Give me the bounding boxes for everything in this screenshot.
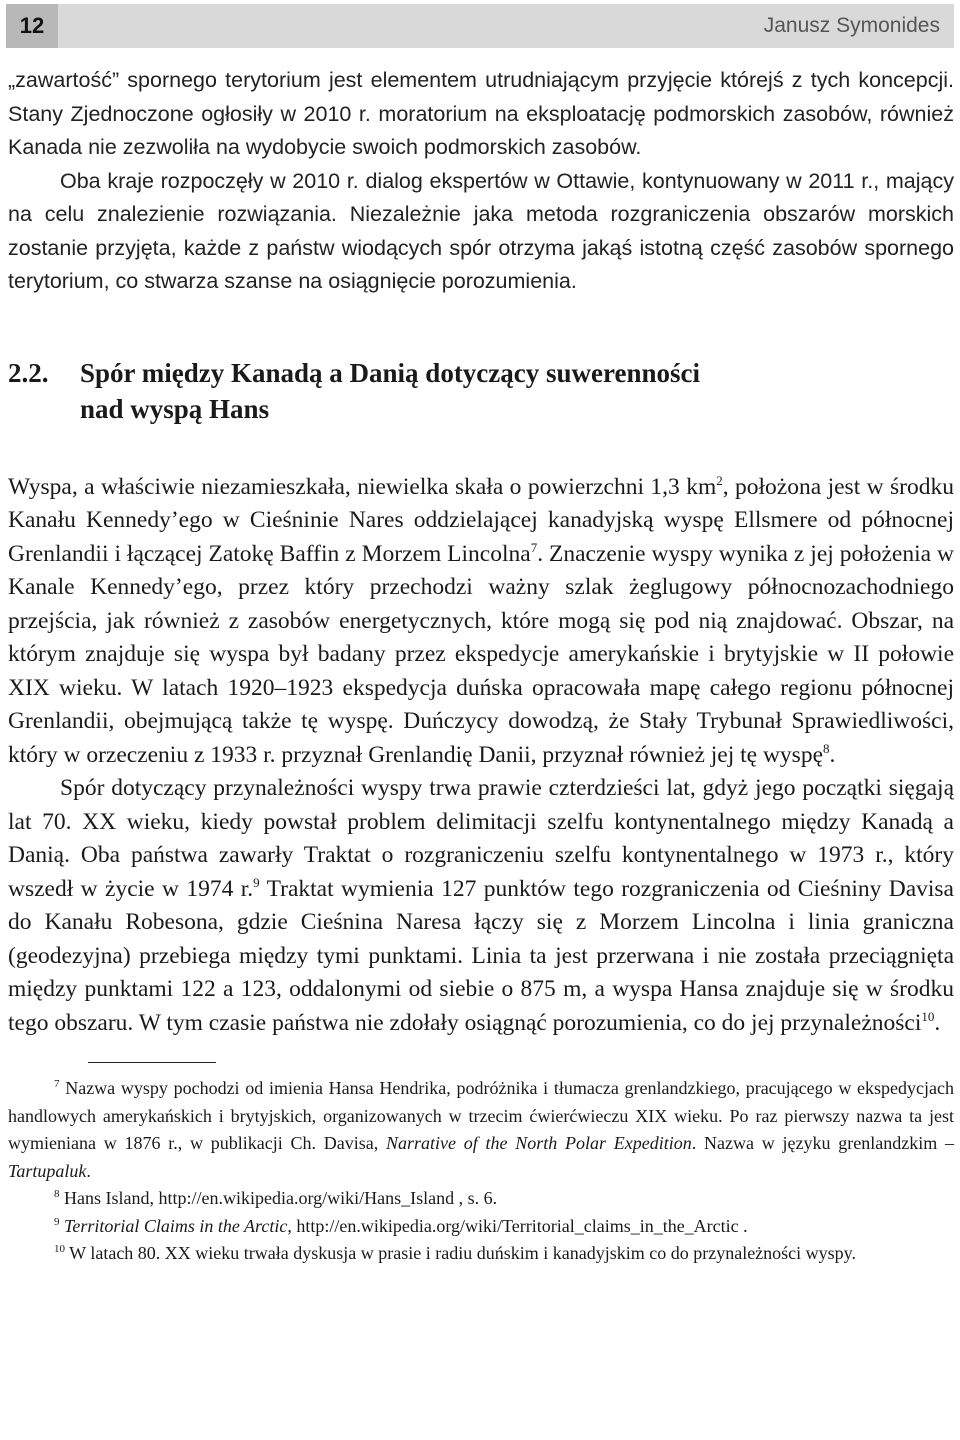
running-header-author: Janusz Symonides [763,14,940,37]
text-run: . [934,1009,941,1036]
footnote-7 [8,1075,954,1185]
body-paragraph-2 [8,772,954,1040]
footnote-8 [8,1185,954,1213]
footnote-ref-10: 10 [921,1008,935,1024]
page-content [8,64,954,1268]
text-run: Hans Island, http://en.wikipedia.org/wiki/Hans_Island , s. 6. [59,1188,498,1208]
section-title [80,355,700,427]
italic-term: Tartupaluk [8,1160,87,1181]
text-run: Nazwa wyspy pochodzi od imienia Hansa Hendrika, podróżnika i tłumacza grenlandzkiego, pracującego w ekspedycjach handlowych amerykańskich i brytyjskich, organizowanych w trzecim ćwierćwieczu XIX wieku. Po raz pierwszy nazwa ta jest wymieniana w 1876 r., w publikacji Ch. Davisa, [8,1078,954,1153]
section-title-line-1: Spór między Kanadą a Danią dotyczący suwerenności [80,357,701,388]
intro-paragraph-1: „zawartość” spornego terytorium jest elementem utrudniającym przyjęcie którejś z tych koncepcji. Stany Zjednoczone ogłosiły w 2010 r. moratorium na eksploatację podmorskich zasobów, również Kanada nie zezwoliła na wydobycie swoich podmorskich zasobów. [8,68,954,159]
text-run: , http://en.wikipedia.org/wiki/Territorial_claims_in_the_Arctic . [287,1215,748,1236]
footnote-ref-9: 9 [253,874,260,890]
text-run: Wyspa, a właściwie niezamieszkała, niewielka skała o powierzchni 1,3 km [8,473,717,500]
superscript-area: 2 [716,472,723,488]
intro-paragraph-2: Oba kraje rozpoczęły w 2010 r. dialog ekspertów w Ottawie, kontynuowany w 2011 r., mający na celu znalezienie rozwiązania. Niezależnie jaka metoda rozgraniczenia obszarów morskich zostanie przyjęta, każde z państw wiodących spór otrzyma jakąś istotną część zasobów spornego terytorium, co stwarza szanse na osiągnięcie porozumienia. [8,168,954,293]
section-title-line-2: nad wyspą Hans [80,393,270,424]
text-run: . [829,741,836,768]
footnote-number: 8 [54,1188,60,1200]
body-paragraph-1 [8,471,954,773]
footnote-separator [88,1062,216,1063]
text-run: Traktat wymienia 127 punktów tego rozgraniczenia od Cieśniny Davisa do Kanału Robesona, gdzie Cieśnina Naresa łączy się z Morzem Lincolna i linia graniczna (geodezyjna) przebiega między tymi punktami. Linia ta jest przerwana i nie została przeciągnięta między punktami 122 a 123, oddalonymi od siebie o 875 m, a wyspa Hansa znajduje się w środku tego obszaru. W tym czasie państwa nie zdołały osiągnąć porozumienia, co do jej przynależności [8,875,954,1036]
footnote-ref-8: 8 [823,740,830,756]
page-number: 12 [6,4,58,48]
text-run: . [86,1160,91,1181]
section-number: 2.2. [8,357,49,388]
text-run: , położona jest w środku Kanału Kennedy’ego w Cieśninie Nares oddzielającej kanadyjską wyspę Ellsmere od północnej Grenlandii i łączącej Zatokę Baffin z Morzem Lincolna [8,473,955,567]
text-run: Spór dotyczący przynależności wyspy trwa prawie czterdzieści lat, gdyż jego początki sięgają lat 70. XX wieku, kiedy powstał problem delimitacji szelfu kontynentalnego między Kanadą a Danią. Oba państwa zawarły Traktat o rozgraniczeniu szelfu kontynentalnego w 1973 r., który wszedł w życie w 1974 r. [8,775,954,902]
footnote-number: 10 [54,1243,65,1255]
section-heading [8,355,954,427]
italic-title: Narrative of the North Polar Expedition [386,1133,692,1153]
footnote-ref-7: 7 [530,539,538,555]
footnote-number: 9 [54,1215,60,1228]
footnote-number: 7 [54,1078,60,1090]
italic-title: Territorial Claims in the Arctic [64,1215,288,1236]
footnote-9 [8,1213,954,1241]
footnote-10 [8,1240,954,1268]
running-header [6,4,954,48]
text-run: W latach 80. XX wieku trwała dyskusja w prasie i radiu duńskim i kanadyjskim co do przynależności wyspy. [65,1243,856,1263]
text-run: . Nazwa w języku grenlandzkim – [691,1133,954,1153]
text-run: . Znaczenie wyspy wynika z jej położenia w Kanale Kennedy’ego, przez który przechodzi ważny szlak żeglugowy północnozachodniego przejścia, jak również z zasobów energetycznych, które mogą się pod nią znajdować. Obszar, na którym znajduje się wyspa był badany przez ekspedycje amerykańskie i brytyjskie w II połowie XIX wieku. W latach 1920–1923 ekspedycja duńska opracowała mapę całego regionu północnej Grenlandii, obejmującą także tę wyspę. Duńczycy dowodzą, że Stały Trybunał Sprawiedliwości, który w orzeczeniu z 1933 r. przyznał Grenlandię Danii, przyznał również jej tę wyspę [8,540,954,768]
